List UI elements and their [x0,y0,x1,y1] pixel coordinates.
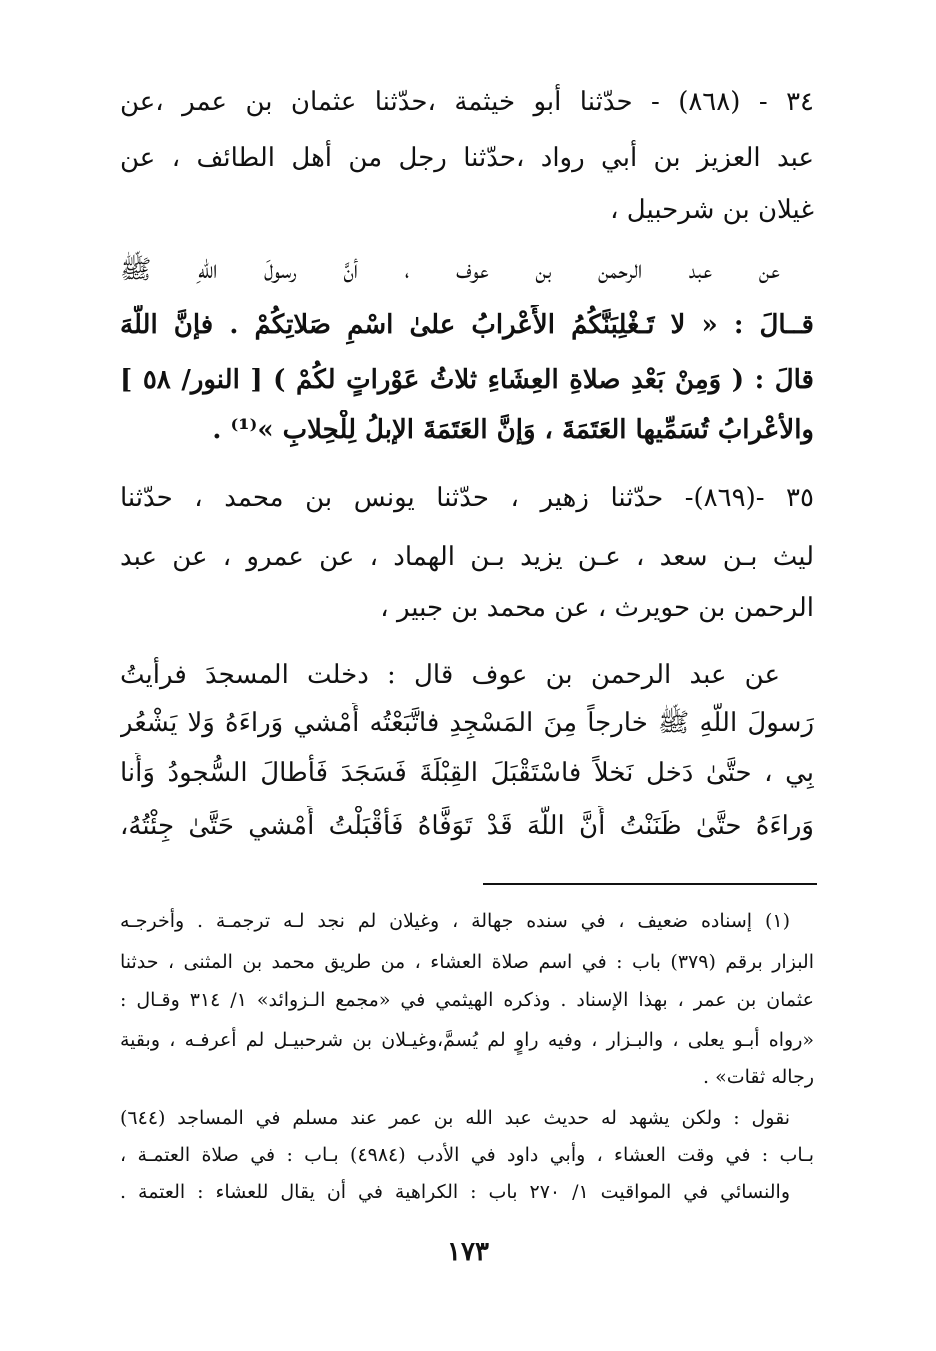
hadith-35-isnad-line-1: ٣٥ -(٨٦٩)- حدّثنا زهير ، حدّثنا يونس بن محمد ، حدّثنا [120,483,814,513]
hadith-34-matn-line-1: عن عبد الرحمن بن عوف ، أنَّ رسولَ اللّهِ ﷺ [120,255,780,285]
hadith-35-matn-line-3: بِي ، حتَّىٰ دَخل نَخلاً فاسْتَقْبَلَ القِبْلَةَ فَسَجَدَ فَأَطالَ السُّجودُ وَأَنا [120,758,814,788]
hadith-34-isnad-line-1: ٣٤ - (٨٦٨) - حدّثنا أبو خيثمة ،حدّثنا عثمان بن عمر ،عن [120,87,814,117]
hadith-35-matn-line-2: رَسولَ اللَّهِ ﷺ خارجاً مِنَ المَسْجِدِ فاتَّبَعْتُه أَمْشي وَراءَهُ وَلا يَشْعُر [120,708,814,738]
hadith-35-isnad-line-3: الرحمن بن حويرث ، عن محمد بن جبير ، [380,593,814,623]
hadith-34-matn-line-4: والأعْرابُ تُسَمِّيها العَتَمَةَ ، وَإنَّ العَتَمَةَ الإبلُ لِلْحِلابِ »⁽¹⁾ . [212,415,814,445]
footnote-1-line-2: البزار برقم (٣٧٩) باب : في اسم صلاة العشاء ، من طريق محمد بن المثنى ، حدثنا [120,951,814,973]
hadith-34-isnad-line-2: عبد العزيز بن أبي رواد ،حدّثنا رجل من أهل الطائف ، عن [120,143,814,173]
footnote-1-line-3: عثمان بن عمر ، بهذا الإسناد . وذكره الهيثمي في «مجمع الـزوائد» ١/ ٣١٤ وقـال : [120,989,814,1011]
footnote-2-line-3: والنسائي في المواقيت ١/ ٢٧٠ باب : الكراهية في أن يقال للعشاء : العتمة . [120,1181,790,1203]
footnote-1-line-5: رجاله ثقات» . [702,1066,814,1088]
hadith-34-matn-line-3: قالَ : ( وَمِنْ بَعْدِ صلاةِ العِشَاءِ ثلاثُ عَوْراتٍ لكُمْ ) [ النور/ ٥٨ ] [120,365,814,395]
hadith-35-isnad-line-2: ليث بـن سعد ، عـن يزيد بـن الهماد ، عن عمرو ، عن عبد [120,542,814,572]
page-number: ١٧٣ [447,1237,489,1267]
footnote-2-line-1: نقول : ولكن يشهد له حديث عبد الله بن عمر عند مسلم في المساجد (٦٤٤) [120,1107,790,1129]
hadith-34-matn-line-2: قــالَ : « لا تَـغْلِبَنَّكُمُ الأَعْرابُ علىٰ اسْمِ صَلاتِكُمْ . فإنَّ اللَّهَ [120,310,814,340]
hadith-34-isnad-line-3: غيلان بن شرحبيل ، [610,195,814,225]
footnote-separator [483,883,817,885]
footnote-2-line-2: بـاب : في وقت العشاء ، وأبي داود في الأدب (٤٩٨٤) بـاب : في صلاة العتمـة ، [120,1144,814,1166]
footnote-1-line-4: «رواه أبـو يعلى ، والبـزار ، وفيه راوٍ لم يُسمَّ،وغيـلان بن شرحبيـل لم أعرفـه ، وبقية [120,1029,814,1051]
hadith-35-matn-line-4: وَراءَهُ حتَّىٰ ظَنَنْتُ أَنَّ اللَّهَ قَدْ تَوَفَّاهُ فَأَقْبَلْتُ أَمْشي حَتَّىٰ جِئْتُهُ، [120,811,814,841]
hadith-35-matn-line-1: عن عبد الرحمن بن عوف قال : دخلت المسجدَ فرأيتُ [120,660,780,690]
footnote-1-line-1: (١) إسناده ضعيف ، في سنده جهالة ، وغيلان لم نجد لـه ترجمـة . وأخرجـه [120,910,790,932]
